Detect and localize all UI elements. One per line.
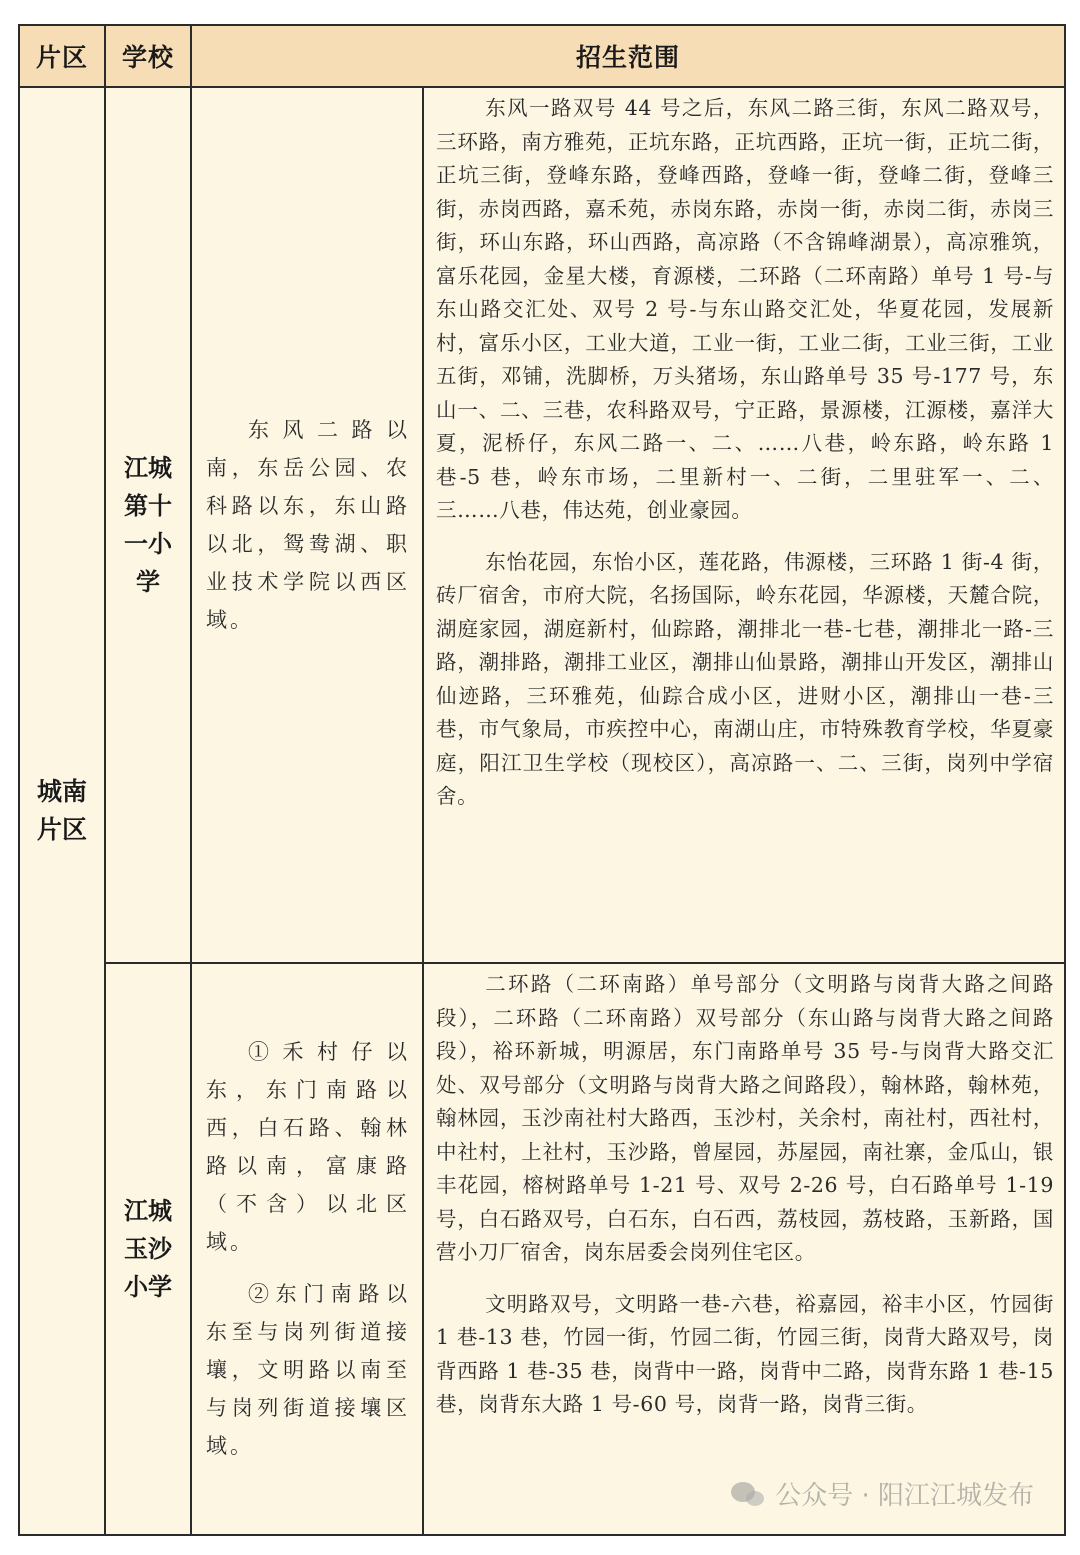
- detail-cell: [424, 964, 1064, 1534]
- grid-line: [104, 26, 106, 1534]
- header-scope: 招生范围: [192, 26, 1064, 86]
- scope-cell: [192, 88, 422, 962]
- wechat-icon: [731, 1480, 765, 1508]
- grid-line: [190, 26, 192, 1534]
- header-school: 学校: [106, 26, 190, 86]
- scope-paragraph: ①禾村仔以东，东门南路以西，白石路、翰林路以南，富康路（不含）以北区域。: [206, 1040, 410, 1254]
- grid-line: [422, 88, 424, 1534]
- school-name: 江城第十一小学: [124, 454, 172, 596]
- scope-paragraph: ②东门南路以东至与岗列街道接壤，文明路以南至与岗列街道接壤区域。: [206, 1282, 410, 1458]
- scope-cell: [192, 964, 422, 1534]
- district-name: 城南片区: [36, 777, 87, 844]
- grid-line: [106, 962, 1064, 964]
- detail-paragraph: 东怡花园，东怡小区，莲花路，伟源楼，三环路 1 街-4 街，砖厂宿舍，市府大院，名扬国际，岭东花园，华源楼，天麓合院，湖庭家园，湖庭新村，仙踪路，潮排北一巷-七巷，潮排北一路-三路，潮排路，潮排工业区，潮排山仙景路，潮排山开发区，潮排山仙迹路，三环雅苑，仙踪合成小区，进财小区，潮排山一巷-三巷，市气象局，市疾控中心，南湖山庄，市特殊教育学校，华夏豪庭，阳江卫生学校（现校区），高凉路一、二、三街，岗列中学宿舍。: [436, 549, 1054, 808]
- enrollment-table: [18, 24, 1066, 1536]
- detail-paragraph: 文明路双号，文明路一巷-六巷，裕嘉园，裕丰小区，竹园街 1 巷-13 巷，竹园一街，竹园二街，竹园三街，岗背大路双号，岗背西路 1 巷-35 巷，岗背中一路，岗背中二路，岗背东路 1 巷-15 巷，岗背东大路 1 号-60 号，岗背一路，岗背三街。: [436, 1291, 1054, 1416]
- watermark: [731, 1475, 1034, 1512]
- school-name-cell: [106, 964, 190, 1534]
- watermark-text: 公众号 · 阳江江城发布: [775, 1481, 1034, 1511]
- header-district: 片区: [20, 26, 104, 86]
- grid-line: [20, 86, 1064, 88]
- scope-paragraph: 东风二路以南，东岳公园、农科路以东，东山路以北，鸳鸯湖、职业技术学院以西区域。: [206, 418, 410, 632]
- detail-paragraph: 二环路（二环南路）单号部分（文明路与岗背大路之间路段），二环路（二环南路）双号部分（东山路与岗背大路之间路段），裕环新城，明源居，东门南路单号 35 号-与岗背大路交汇处、双号部分（文明路与岗背大路之间路段），翰林路，翰林苑，翰林园，玉沙南社村大路西，玉沙村，关余村，南社村，西社村，中社村，上社村，玉沙路，曾屋园，苏屋园，南社寨，金瓜山，银丰花园，榕树路单号 1-21 号、双号 2-26 号，白石路单号 1-19 号，白石路双号，白石东，白石西，荔枝园，荔枝路，玉新路，国营小刀厂宿舍，岗东居委会岗列住宅区。: [436, 972, 1054, 1264]
- school-name: 江城玉沙小学: [124, 1197, 172, 1301]
- detail-cell: [424, 88, 1064, 962]
- school-name-cell: [106, 88, 190, 962]
- district-cell: [20, 88, 104, 1534]
- detail-paragraph: 东风一路双号 44 号之后，东风二路三街，东风二路双号，三环路，南方雅苑，正坑东路，正坑西路，正坑一街，正坑二街，正坑三街，登峰东路，登峰西路，登峰一街，登峰二街，登峰三街，赤岗西路，嘉禾苑，赤岗东路，赤岗一街，赤岗二街，赤岗三街，环山东路，环山西路，高凉路（不含锦峰湖景），高凉雅筑，富乐花园，金星大楼，育源楼，二环路（二环南路）单号 1 号-与东山路交汇处、双号 2 号-与东山路交汇处，华夏花园，发展新村，富乐小区，工业大道，工业一街，工业二街，工业三街，工业五街，邓铺，洗脚桥，万头猪场，东山路单号 35 号-177 号，东山一、二、三巷，农科路双号，宁正路，景源楼，江源楼，嘉洋大夏，泥桥仔，东风二路一、二、……八巷，岭东路，岭东路 1 巷-5 巷，岭东市场，二里新村一、二街，二里驻军一、二、三……八巷，伟达苑，创业豪园。: [436, 96, 1054, 522]
